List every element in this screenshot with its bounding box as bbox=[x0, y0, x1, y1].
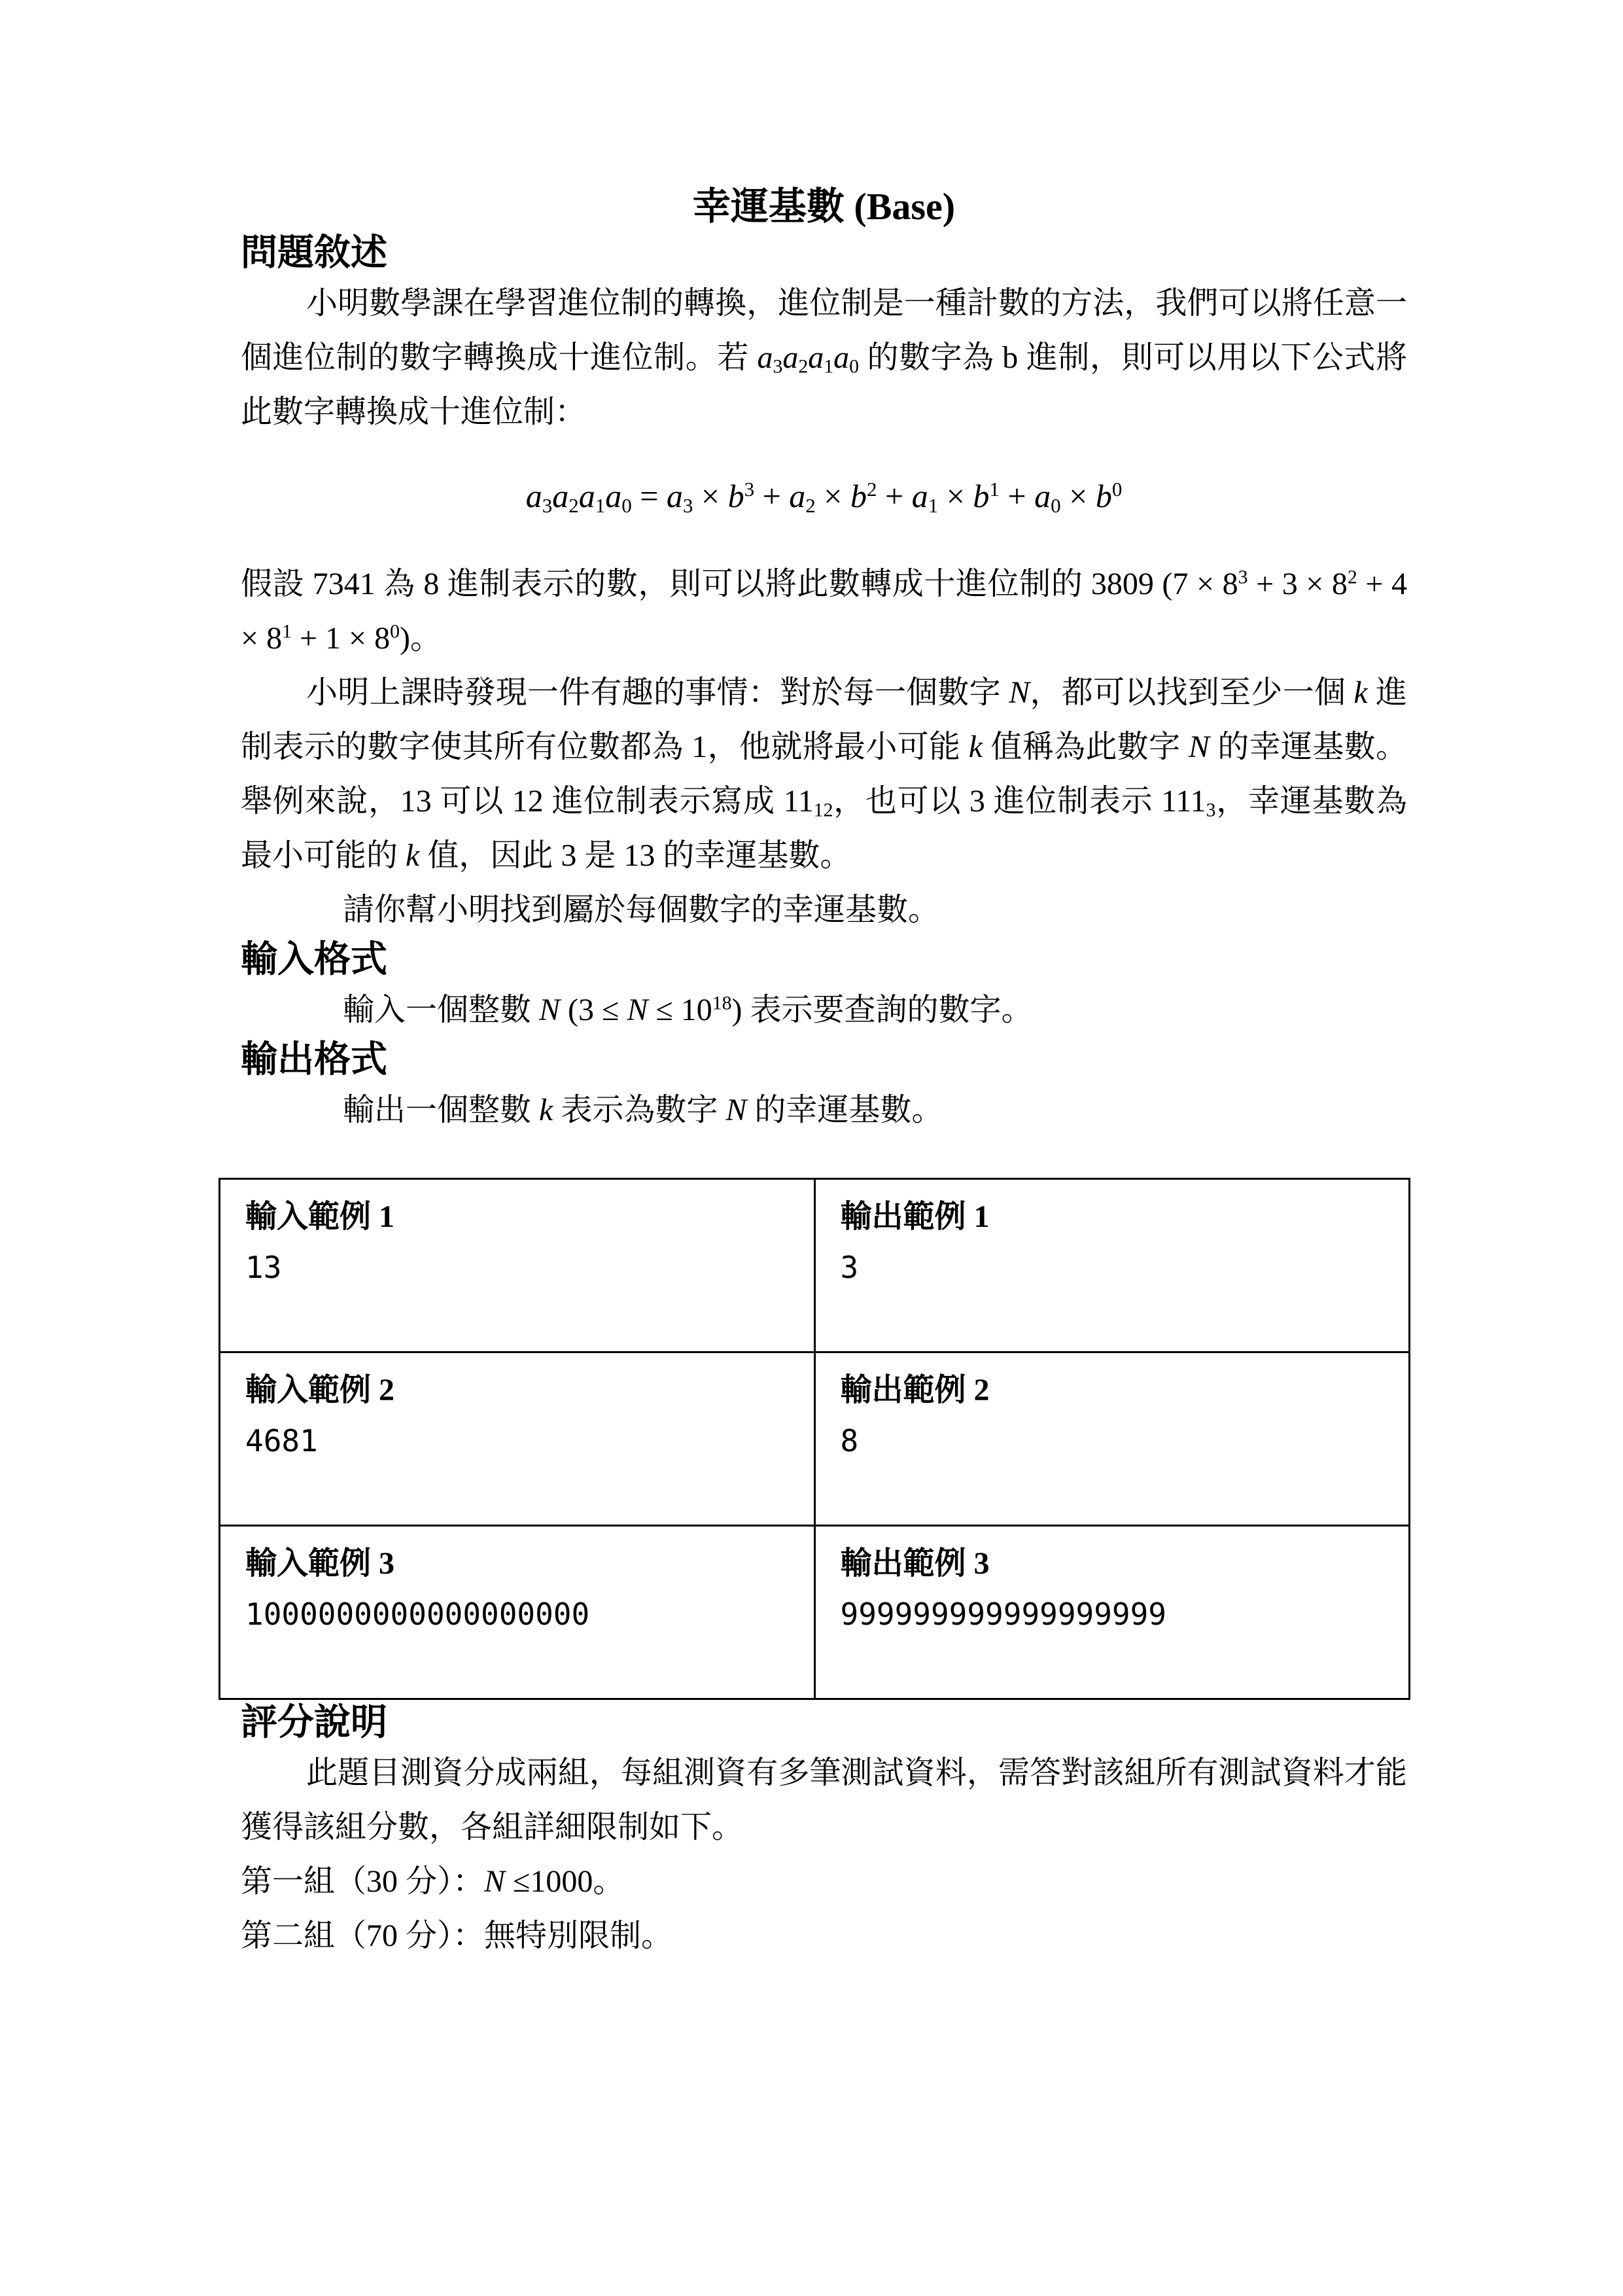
example-3-output-label: 輸出範例 3 bbox=[840, 1546, 990, 1581]
example-1-output-cell bbox=[814, 1179, 1410, 1352]
example-1-input-label: 輸入範例 1 bbox=[245, 1199, 395, 1234]
problem-paragraph-3: 小明上課時發現一件有趣的事情：對於每一個數字 N，都可以找到至少一個 k 進制表示的數字使其所有位數都為 1，他就將最小可能 k 值稱為此數字 N 的幸運基數。舉例來說，13 可以 12 進位制表示寫成 $11_{12}$，也可以 3 進位制表示 $111_3$，幸運基數為最小可能的 k 值，因此 3 是 13 的幸運基數。 bbox=[241, 675, 1407, 873]
example-2-output-value: 8 bbox=[840, 1423, 859, 1458]
problem-paragraph-2: 假設 7341 為 8 進制表示的數，則可以將此數轉成十進位制的 3809 $(7 \times 8^3 + 3 \times 8^2 + 4 \times 8^1 + 1 \times 8^0)$。 bbox=[241, 566, 1407, 656]
section-heading-problem: 問題敘述 bbox=[241, 233, 387, 274]
example-3-output-value: 999999999999999999 bbox=[840, 1597, 1166, 1632]
example-row-3 bbox=[220, 1526, 1410, 1699]
examples-table bbox=[218, 1178, 1410, 1700]
example-2-output-cell bbox=[814, 1352, 1410, 1526]
section-heading-input-format: 輸入格式 bbox=[241, 940, 387, 980]
example-3-output-cell bbox=[814, 1526, 1410, 1699]
example-2-input-label: 輸入範例 2 bbox=[245, 1373, 395, 1407]
input-format-line: 輸入一個整數 N $(3 \le N \le 10^{18})$ 表示要查詢的數字。 bbox=[343, 992, 1033, 1027]
example-2-output-label: 輸出範例 2 bbox=[840, 1373, 990, 1407]
example-row-2 bbox=[220, 1352, 1410, 1526]
problem-paragraph-1: 小明數學課在學習進位制的轉換，進位制是一種計數的方法，我們可以將任意一個進位制的數字轉換成十進位制。若 $a_3a_2a_1a_0$ 的數字為 b 進制，則可以用以下公式將此數字轉換成十進位制： bbox=[241, 286, 1407, 429]
example-2-input-value: 4681 bbox=[245, 1423, 318, 1458]
scoring-paragraph: 此題目測資分成兩組，每組測資有多筆測試資料，需答對該組所有測試資料才能獲得該組分數，各組詳細限制如下。 bbox=[241, 1756, 1407, 1845]
example-1-input-cell bbox=[220, 1179, 815, 1352]
example-1-output-value: 3 bbox=[840, 1250, 859, 1285]
example-3-input-cell bbox=[220, 1526, 815, 1699]
example-2-input-cell bbox=[220, 1352, 815, 1526]
example-3-input-label: 輸入範例 3 bbox=[245, 1546, 395, 1581]
example-1-input-value: 13 bbox=[245, 1250, 282, 1285]
output-format-line: 輸出一個整數 k 表示為數字 N 的幸運基數。 bbox=[343, 1093, 943, 1127]
section-heading-output-format: 輸出格式 bbox=[241, 1040, 387, 1080]
example-3-input-value: 1000000000000000000 bbox=[245, 1597, 590, 1632]
scoring-group-2-line: 第二組（70 分）：無特別限制。 bbox=[241, 1918, 673, 1953]
section-heading-scoring: 評分說明 bbox=[241, 1703, 387, 1743]
page-title: 幸運基數 (Base) bbox=[692, 185, 956, 228]
scoring-group-1-line: 第一組（30 分）：N ≤1000。 bbox=[241, 1864, 625, 1899]
problem-paragraph-4: 請你幫小明找到屬於每個數字的幸運基數。 bbox=[343, 892, 940, 927]
example-1-output-label: 輸出範例 1 bbox=[840, 1199, 990, 1234]
example-row-1 bbox=[220, 1179, 1410, 1352]
base-conversion-formula: $a_3a_2a_1a_0 = a_3 \times b^3 + a_2 \times b^2 + a_1 \times b^1 + a_0 \times b^0$ bbox=[525, 477, 1123, 517]
